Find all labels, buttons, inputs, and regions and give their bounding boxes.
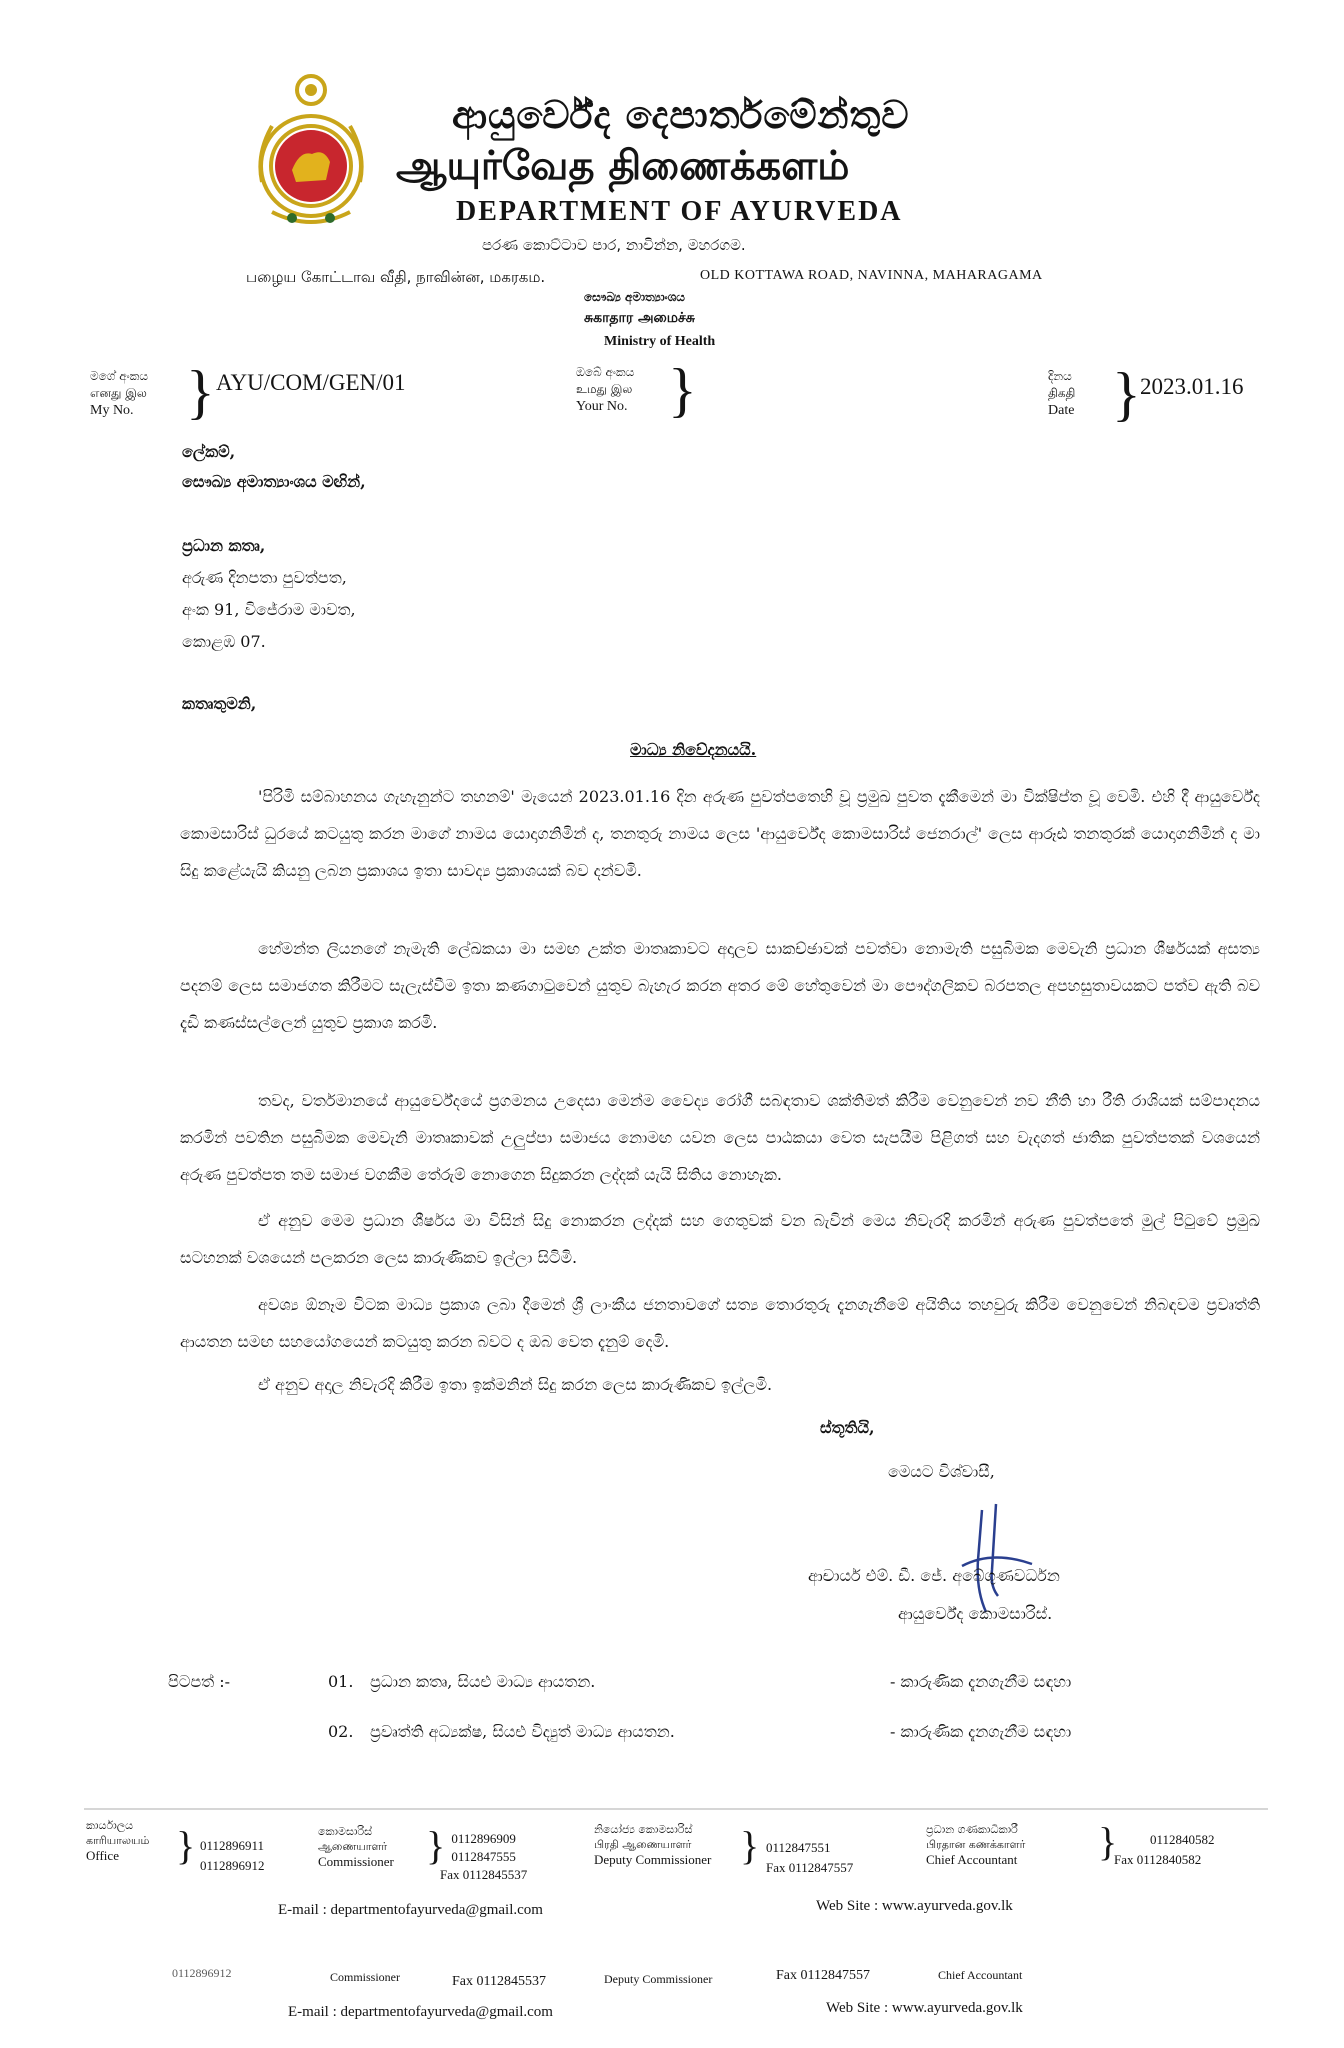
brace: } — [176, 1823, 196, 1868]
your-number-label: ඔබේ අංකය உமது இல Your No. — [576, 365, 635, 414]
paragraph-4: ඒ අනුව මෙම ප්‍රධාන ශීර්ෂය මා විසින් සිදු නොකරන ලද්දක් සහ ගෙතුවක් වන බැවින් මෙය නිවැරදි කරමින් අරුණ පුවත්පතේ මුල් පිටුවේ ප්‍රමුඛ සටහනක් වශයෙන් පලකරන ලෙස කාරුණිකව ඉල්ලා සිටිමි. — [180, 1211, 1260, 1267]
footer-repeat-commissioner: Commissioner — [330, 1970, 401, 1984]
to-line-1: ප්‍රධාන කතෘ, — [182, 536, 266, 555]
from-line-1: ලේකම්, — [182, 442, 236, 461]
address-sinhala: පරණ කොට්ටාව පාර, නාවින්න, මහරගම. — [482, 236, 746, 254]
department-name-tamil: ஆயுர்வேத திணைக்களம் — [396, 142, 850, 189]
signer-title: ආයුර්වේද කොමසාරිස්. — [898, 1604, 1053, 1623]
brace: } — [668, 357, 697, 423]
footer-office-label: කාර්යාලය காரியாலயம் Office — [86, 1819, 150, 1863]
paragraph-1: 'පිරිමි සම්බාහනය ගැහැනුන්ට තහනම්' මැයෙන් 2023.01.16 දින අරුණ පුවත්පතෙහි වූ ප්‍රමුඛ පුවත දැකීමෙන් මා වික්ෂිප්ත වූ වෙමි. එහි දී ආයුර්වේද කොමසාරිස් ධුරයේ කටයුතු කරන මාගේ නාමය යොදාගනිමින් ද, තනතුරු නාමය ලෙස 'ආයුර්වේද කොමසාරිස් ජෙනරාල්' ලෙස ආරූඪ තනතුරක් යොදාගනිමින් ද මා සිදු කළේයැයි කියනු ලබන ප්‍රකාශය ඉතා සාවද්‍ය ප්‍රකාශයක් බව දන්වමි. — [180, 787, 1260, 880]
paragraph-6: ඒ අනුව අදාල නිවැරදි කිරීම ඉතා ඉක්මනින් සිදු කරන ලෙස කාරුණිකව ඉල්ලමි. — [258, 1375, 773, 1394]
footer-deputy-label: නියෝජ්‍ය කොමසාරිස් பிரதி ஆணையாளர் Deputy Commissioner — [594, 1823, 712, 1867]
brace: } — [740, 1823, 760, 1868]
to-line-2: අරුණ දිනපතා පුවත්පත, — [182, 568, 347, 587]
from-line-2: සෞඛ්‍ය අමාත්‍යාංශය මඟින්, — [182, 472, 366, 491]
closing-faithfully: මෙයට විශ්වාසී, — [888, 1462, 995, 1481]
brace: } — [186, 359, 215, 425]
paragraph-5: අවශ්‍ය ඕනෑම විටක මාධ්‍ය ප්‍රකාශ ලබා දීමෙන් ශ්‍රී ලාංකීය ජනතාවගේ සත්‍ය තොරතුරු දැනගැනීමේ අයිතිය තහවුරු කිරීම වෙනුවෙන් නිබඳවම ප්‍රවෘත්ති ආයතන සමඟ සහයෝගයෙන් කටයුතු කරන බවට ද ඔබ වෙත දැනුම් දෙමි. — [180, 1295, 1260, 1351]
ministry-english: Ministry of Health — [604, 334, 716, 349]
ministry-tamil: சுகாதார அமைச்சு — [584, 310, 695, 326]
copy-item-purpose: - කාරුණික දැනගැනීම සඳහා — [890, 1722, 1072, 1741]
closing-thanks: ස්තූතියි, — [820, 1418, 875, 1437]
footer-website: Web Site : www.ayurveda.gov.lk — [816, 1898, 1013, 1914]
signer-name: ආචාර්ය එම්. ඩී. ජේ. අබේගුණවර්ධන — [808, 1566, 1060, 1585]
department-name-english: DEPARTMENT OF AYURVEDA — [456, 196, 903, 227]
date-label: දිනය திகதி Date — [1048, 369, 1076, 418]
my-number-value: AYU/COM/GEN/01 — [216, 370, 406, 395]
footer-office-phones: 0112896911 0112896912 — [200, 1838, 265, 1873]
footer-repeat-fax-1: Fax 0112845537 — [452, 1974, 546, 1989]
footer-repeat-deputy: Deputy Commissioner — [604, 1972, 713, 1986]
signature — [952, 1500, 1042, 1620]
state-emblem-icon — [252, 62, 370, 234]
footer-repeat-website: Web Site : www.ayurveda.gov.lk — [826, 2000, 1023, 2016]
paragraph-3: තවද, වර්තමානයේ ආයුර්වේදයේ ප්‍රගමනය උදෙසා මෙන්ම වෛද්‍ය රෝගී සබඳතාව ශක්තිමත් කිරීම වෙනුවෙන් නව නීති හා රීති රාශියක් සම්පාදනය කරමින් පවතින පසුබිමක මෙවැනි මාතෘකාවක් උලුප්පා සමාජය නොමඟ යවන ලෙස පාඨකයා වෙත සැපයීම පිළිගත් සහ වැදගත් ජාතික පුවත්පතක් වශයෙන් අරුණ පුවත්පත තම සමාජ වගකීම තේරුම් නොගෙන සිදුකරන ලද්දක් යැයි සිතිය නොහැක. — [180, 1091, 1260, 1184]
brace: } — [1098, 1819, 1118, 1864]
address-english: OLD KOTTAWA ROAD, NAVINNA, MAHARAGAMA — [700, 268, 1043, 283]
copy-item-num: 02. — [328, 1722, 354, 1741]
copy-item-text: ප්‍රධාන කතෘ, සියළු මාධ්‍ය ආයතන. — [370, 1672, 596, 1691]
subject-heading: මාධ්‍ය නිවේදනයයි. — [630, 740, 757, 759]
salutation: කතෘතුමනි, — [182, 694, 257, 713]
footer-deputy-phones: 0112847551 Fax 0112847557 — [766, 1840, 854, 1875]
footer-repeat-email: E-mail : departmentofayurveda@gmail.com — [288, 2004, 553, 2020]
to-line-4: කොළඹ 07. — [182, 632, 266, 651]
footer-repeat-fax-2: Fax 0112847557 — [776, 1968, 870, 1983]
address-tamil: பழைய கோட்டாவ வீதி, நாவின்ன, மகரகம. — [246, 268, 546, 286]
footer-email: E-mail : departmentofayurveda@gmail.com — [278, 1902, 543, 1918]
copies-label: පිටපත් :- — [168, 1672, 231, 1691]
footer-accountant-label: ප්‍රධාන ගණකාධිකාරී பிரதான கணக்காளர் Chief Accountant — [926, 1823, 1026, 1867]
to-line-3: අංක 91, විජේරාම මාවත, — [182, 600, 356, 619]
brace: } — [426, 1823, 446, 1868]
footer-divider — [84, 1808, 1268, 1810]
footer-commissioner-label: කොමසාරිස් ஆணையாளர் Commissioner — [318, 1825, 394, 1869]
brace: } — [1112, 361, 1141, 427]
copy-item-purpose: - කාරුණික දැනගැනීම සඳහා — [890, 1672, 1072, 1691]
my-number-label: මගේ අංකය எனது இல My No. — [90, 369, 149, 418]
footer-repeat-office-phone: 0112896912 — [172, 1966, 232, 1980]
copy-item-num: 01. — [328, 1672, 354, 1691]
copy-item-text: ප්‍රවෘත්ති අධ්‍යක්ෂ, සියළු විද්‍යුත් මාධ්‍ය ආයතන. — [370, 1722, 675, 1741]
footer-commissioner-phones: 0112896909 0112847555 Fax 0112845537 — [440, 1831, 528, 1882]
department-name-sinhala: ආයුර්වේද දෙපාර්තමේන්තුව — [452, 92, 910, 137]
paragraph-2: හේමන්ත ලියනගේ නැමැති ලේඛකයා මා සමඟ උක්ත මාතෘකාවට අදාලව සාකච්ඡාවක් පවත්වා නොමැති පසුබිමක මෙවැනි ප්‍රධාන ශීර්ෂයක් අසත්‍ය පදනම් ලෙස සමාජගත කිරීමට සැලැස්වීම ඉතා කණගාටුවෙන් යුතුව බැහැර කරන අතර මේ හේතුවෙන් මා පෞද්ගලිකව බරපතල අපහසුතාවයකට පත්ව ඇති බව දැඩි කණස්සල්ලෙන් යුතුව ප්‍රකාශ කරමි. — [180, 939, 1260, 1032]
footer-accountant-phones: 0112840582 Fax 0112840582 — [1114, 1832, 1215, 1867]
footer-repeat-chief-accountant: Chief Accountant — [938, 1968, 1023, 1982]
date-value: 2023.01.16 — [1140, 374, 1244, 399]
ministry-sinhala: සෞඛ්‍ය අමාත්‍යාංශය — [584, 290, 685, 304]
